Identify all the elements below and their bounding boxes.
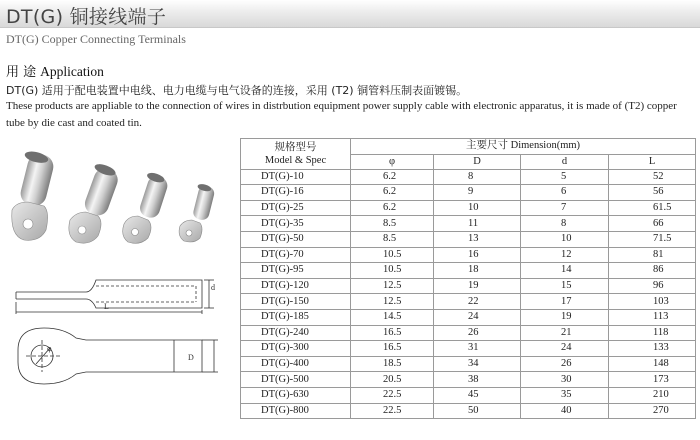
L-cell: 71.5 [609,231,696,247]
L-cell: 86 [609,263,696,279]
phi-cell: 6.2 [351,185,434,201]
product-photo [6,150,234,250]
L-cell: 113 [609,309,696,325]
phi-cell: 12.5 [351,294,434,310]
L-cell: 173 [609,372,696,388]
table-row [241,372,696,388]
table-row [241,278,696,294]
lug-medium [123,171,170,243]
L-cell: 56 [609,185,696,201]
phi-cell: 20.5 [351,372,434,388]
dimension-header: 主要尺寸 Dimension(mm) [351,139,696,155]
phi-cell: 12.5 [351,278,434,294]
spec-table [240,138,696,419]
lug-large [12,150,56,240]
table-row [241,263,696,279]
D-cell: 24 [434,309,521,325]
D-cell: 16 [434,247,521,263]
model-cell: DT(G)-25 [241,200,351,216]
table-row [241,403,696,419]
d-cell: 24 [521,341,609,357]
phi-cell: 8.5 [351,231,434,247]
table-row [241,169,696,185]
lug-small [179,183,216,242]
usage-heading-en: Application [40,64,104,79]
model-cell: DT(G)-150 [241,294,351,310]
D-cell: 31 [434,341,521,357]
d-cell: 8 [521,216,609,232]
d-cell: 12 [521,247,609,263]
L-cell: 52 [609,169,696,185]
table-row [241,341,696,357]
lug-medium-large [69,162,121,243]
title-bar [0,0,700,28]
phi-cell: 16.5 [351,325,434,341]
model-cell: DT(G)-10 [241,169,351,185]
model-cell: DT(G)-95 [241,263,351,279]
label-D: D [188,353,194,362]
model-header-en: Model & Spec [264,154,327,166]
label-L: L [104,302,109,311]
column-header-D: D [434,154,521,169]
usage-heading [6,61,104,80]
phi-cell: 22.5 [351,403,434,419]
table-row [241,356,696,372]
label-d: d [211,283,215,292]
label-phi: φ [47,345,52,353]
d-cell: 17 [521,294,609,310]
D-cell: 45 [434,387,521,403]
model-header-cn: 规格型号 [274,141,317,153]
model-cell: DT(G)-630 [241,387,351,403]
model-cell: DT(G)-240 [241,325,351,341]
model-cell: DT(G)-800 [241,403,351,419]
table-row [241,309,696,325]
phi-cell: 16.5 [351,341,434,357]
L-cell: 61.5 [609,200,696,216]
table-row [241,200,696,216]
phi-cell: 6.2 [351,200,434,216]
L-cell: 66 [609,216,696,232]
D-cell: 9 [434,185,521,201]
table-row [241,185,696,201]
phi-cell: 18.5 [351,356,434,372]
column-header-phi: φ [351,154,434,169]
d-cell: 15 [521,278,609,294]
table-row [241,325,696,341]
D-cell: 8 [434,169,521,185]
d-cell: 6 [521,185,609,201]
D-cell: 26 [434,325,521,341]
top-view-drawing [6,320,231,392]
L-cell: 133 [609,341,696,357]
phi-cell: 10.5 [351,247,434,263]
phi-cell: 14.5 [351,309,434,325]
phi-cell: 6.2 [351,169,434,185]
model-cell: DT(G)-50 [241,231,351,247]
d-cell: 26 [521,356,609,372]
D-cell: 50 [434,403,521,419]
d-cell: 21 [521,325,609,341]
side-view-drawing [6,262,231,316]
D-cell: 13 [434,231,521,247]
d-cell: 30 [521,372,609,388]
d-cell: 40 [521,403,609,419]
D-cell: 34 [434,356,521,372]
phi-cell: 10.5 [351,263,434,279]
usage-description-cn: DT(G) 适用于配电装置中电线、电力电缆与电气设备的连接，采用 (T2) 铜管料压制表面镀锡。 [6,84,468,97]
d-cell: 35 [521,387,609,403]
L-cell: 103 [609,294,696,310]
page-subtitle: DT(G) Copper Connecting Terminals [6,32,186,46]
table-row [241,216,696,232]
model-cell: DT(G)-120 [241,278,351,294]
d-cell: 19 [521,309,609,325]
D-cell: 22 [434,294,521,310]
usage-description-en: These products are appliable to the connection of wires in distrbution equipment power supply cable with electronic apparatus, it is made of (T2) copper tube by die cast and coated tin. [6,100,677,129]
model-cell: DT(G)-400 [241,356,351,372]
table-row [241,231,696,247]
L-cell: 270 [609,403,696,419]
model-cell: DT(G)-16 [241,185,351,201]
model-cell: DT(G)-500 [241,372,351,388]
L-cell: 148 [609,356,696,372]
L-cell: 81 [609,247,696,263]
d-cell: 10 [521,231,609,247]
phi-cell: 22.5 [351,387,434,403]
D-cell: 10 [434,200,521,216]
page-title: DT(G) 铜接线端子 [6,6,167,28]
column-header-L: L [609,154,696,169]
model-cell: DT(G)-35 [241,216,351,232]
model-cell: DT(G)-70 [241,247,351,263]
D-cell: 19 [434,278,521,294]
phi-cell: 8.5 [351,216,434,232]
model-cell: DT(G)-185 [241,309,351,325]
d-cell: 14 [521,263,609,279]
model-cell: DT(G)-300 [241,341,351,357]
table-row [241,294,696,310]
L-cell: 118 [609,325,696,341]
D-cell: 11 [434,216,521,232]
column-header-d: d [521,154,609,169]
table-row [241,247,696,263]
D-cell: 18 [434,263,521,279]
table-row [241,387,696,403]
usage-heading-cn: 用 途 [6,65,37,80]
d-cell: 7 [521,200,609,216]
d-cell: 5 [521,169,609,185]
L-cell: 96 [609,278,696,294]
L-cell: 210 [609,387,696,403]
spec-table-body [241,169,696,419]
D-cell: 38 [434,372,521,388]
model-header [241,139,351,170]
